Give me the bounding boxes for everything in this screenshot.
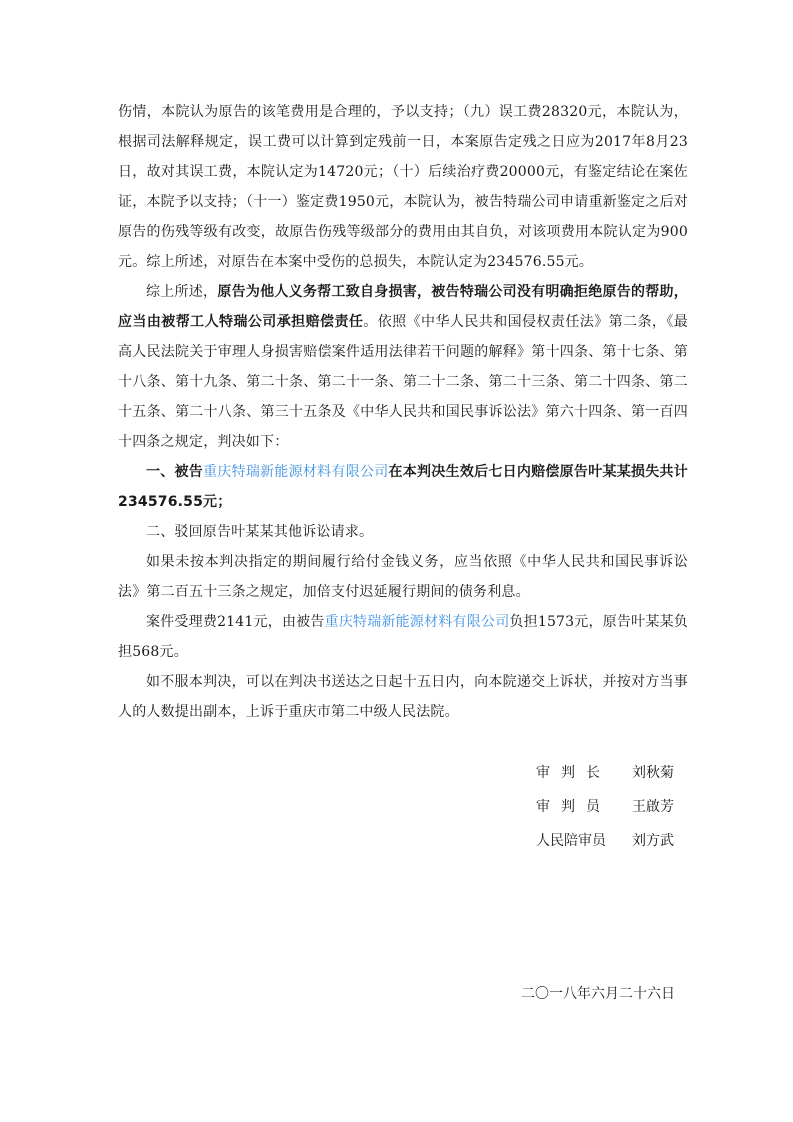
judgment-date: 二〇一八年六月二十六日 — [521, 986, 675, 1002]
paragraph-text: 伤情，本院认为原告的该笔费用是合理的，予以支持；（九）误工费28320元，本院认为，根据司法解释规定，误工费可以计算到定残前一日，本案原告定残之日应为2017年8月23日，故对其误工费，本院认定为14720元；（十）后续治疗费20000元，有鉴定结论在案佐证，本院予以支持；（十一）鉴定费1950元，本院认为，被告特瑞公司申请重新鉴定之后对原告的伤残等级有改变，故原告伤残等级部分的费用由其自负，对该项费用本院认定为900元。综上所述，对原告在本案中受伤的总损失，本院认定为234576.55元。 — [118, 104, 688, 270]
signature-role: 审判长 — [536, 765, 611, 781]
judgment-document-body — [118, 97, 688, 727]
paragraph-tail: 。依照《中华人民共和国侵权责任法》第二条，《最高人民法院关于审理人身损害赔偿案件适用法律若干问题的解释》第十四条、第十七条、第十八条、第十九条、第二十条、第二十一条、第二十二条、第二十三条、第二十四条、第二十五条、第二十八条、第三十五条及《中华人民共和国民事诉讼法》第六十四条、第一百四十四条之规定，判决如下： — [118, 314, 688, 450]
paragraph-bold-finding: 原告为他人义务帮工致自身损害，被告特瑞公司没有明确拒绝原告的帮助，应当由被帮工人特瑞公司承担赔偿责任 — [118, 284, 688, 330]
signature-row — [536, 790, 696, 824]
paragraph-ruling-two — [118, 517, 688, 547]
company-link[interactable]: 重庆特瑞新能源材料有限公司 — [203, 464, 389, 480]
signature-role: 人民陪审员 — [536, 833, 606, 849]
company-link[interactable]: 重庆特瑞新能源材料有限公司 — [324, 614, 510, 630]
paragraph-lead: 案件受理费2141元，由被告 — [146, 614, 325, 630]
paragraph-ruling-one — [118, 457, 688, 517]
ruling-one-tail: 在本判决生效后七日内赔偿原告叶某某损失共计234576.55元； — [118, 464, 688, 510]
paragraph-legal-basis — [118, 277, 688, 457]
ruling-one-lead: 一、被告 — [146, 464, 204, 480]
paragraph-lead: 综上所述， — [146, 284, 218, 300]
signature-role: 审判员 — [536, 799, 611, 815]
paragraph-damages-summary — [118, 97, 688, 277]
paragraph-case-fee — [118, 607, 688, 667]
signature-block — [536, 756, 696, 858]
paragraph-tail: 负担1573元，原告叶某某负担568元。 — [118, 614, 688, 660]
signature-row — [536, 824, 696, 858]
signature-name: 刘方武 — [632, 833, 674, 849]
paragraph-text: 如不服本判决，可以在判决书送达之日起十五日内，向本院递交上诉状，并按对方当事人的人数提出副本，上诉于重庆市第二中级人民法院。 — [118, 674, 688, 720]
signature-name: 王啟芳 — [632, 799, 674, 815]
paragraph-appeal — [118, 667, 688, 727]
paragraph-text: 二、驳回原告叶某某其他诉讼请求。 — [146, 524, 374, 540]
signature-row — [536, 756, 696, 790]
paragraph-text: 如果未按本判决指定的期间履行给付金钱义务，应当依照《中华人民共和国民事诉讼法》第二百五十三条之规定，加倍支付迟延履行期间的债务利息。 — [118, 554, 688, 600]
paragraph-late-payment — [118, 547, 688, 607]
signature-name: 刘秋菊 — [632, 765, 674, 781]
